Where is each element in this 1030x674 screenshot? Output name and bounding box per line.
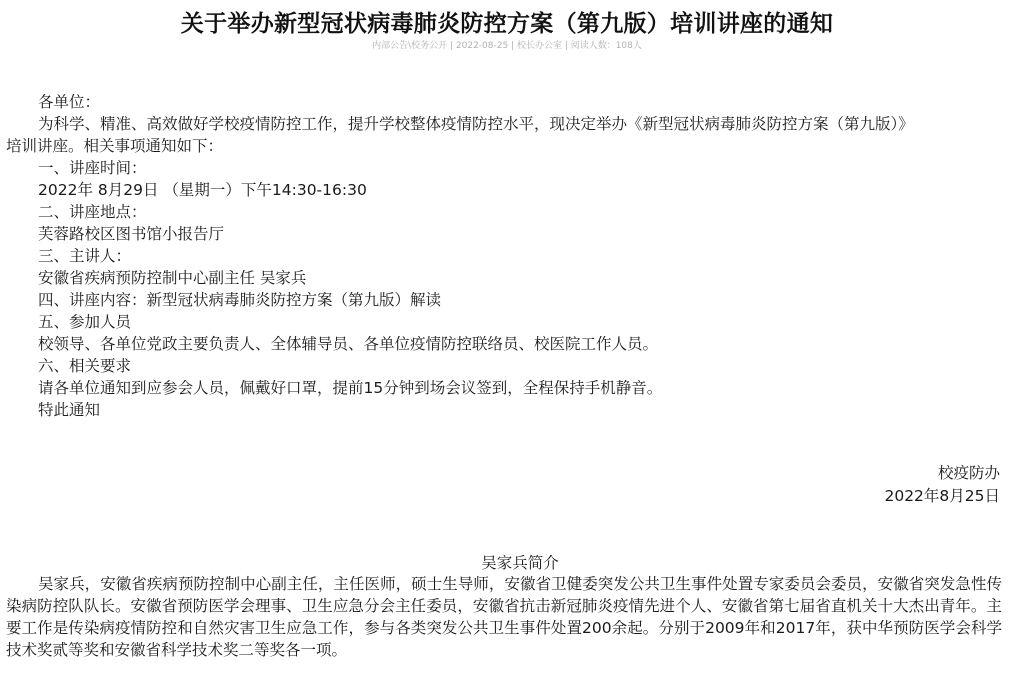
article-meta: 内部公告\校务公开 | 2022-08-25 | 校长办公室 | 阅读人数：108人 xyxy=(372,41,642,51)
signature-block xyxy=(884,462,1000,508)
place-heading: 二、讲座地点： xyxy=(38,203,147,221)
closing-line: 特此通知 xyxy=(38,401,101,419)
notice-body xyxy=(6,91,1000,421)
speaker-value: 安徽省疾病预防控制中心副主任 吴家兵 xyxy=(38,269,307,287)
bio-text: 吴家兵，安徽省疾病预防控制中心副主任，主任医师，硕士生导师，安徽省卫健委突发公共卫生事件处置专家委员会委员，安徽省突发急性传染病防控队队长。安徽省预防医学会理事、卫生应急分会主任委员，安徽省抗击新冠肺炎疫情先进个人、安徽省第七届省直机关十大杰出青年。主要工作是传染病疫情防控和自然灾害卫生应急工作，参与各类突发公共卫生事件处置200余起。分别于2009年和2017年，获中华预防医学会科学技术奖贰等奖和安徽省科学技术奖二等奖各一项。 xyxy=(6,575,1002,659)
intro-paragraph: 为科学、精准、高效做好学校疫情防控工作，提升学校整体疫情防控水平，现决定举办《新型冠状病毒肺炎防控方案（第九版）》 xyxy=(38,115,914,133)
bio-title: 吴家兵简介 xyxy=(481,554,559,572)
time-value: 2022年 8月29日 （星期一）下午14:30-16:30 xyxy=(38,181,367,199)
attendees-value: 校领导、各单位党政主要负责人、全体辅导员、各单位疫情防控联络员、校医院工作人员。 xyxy=(38,335,659,353)
intro-paragraph-continued: 培训讲座。相关事项通知如下： xyxy=(6,137,224,155)
issuer-name: 校疫防办 xyxy=(937,464,1000,482)
salutation: 各单位： xyxy=(38,93,101,111)
issue-date: 2022年8月25日 xyxy=(884,487,1000,505)
time-heading: 一、讲座时间： xyxy=(38,159,147,177)
speaker-heading: 三、主讲人： xyxy=(38,247,132,265)
content-line: 四、讲座内容：新型冠状病毒肺炎防控方案（第九版）解读 xyxy=(38,291,442,309)
attendees-heading: 五、参加人员 xyxy=(38,313,132,331)
page-title: 关于举办新型冠状病毒肺炎防控方案（第九版）培训讲座的通知 xyxy=(180,11,834,37)
requirements-heading: 六、相关要求 xyxy=(38,357,132,375)
requirements-value: 请各单位通知到应参会人员，佩戴好口罩，提前15分钟到场会议签到，全程保持手机静音。 xyxy=(38,379,663,397)
place-value: 芙蓉路校区图书馆小报告厅 xyxy=(38,225,225,243)
